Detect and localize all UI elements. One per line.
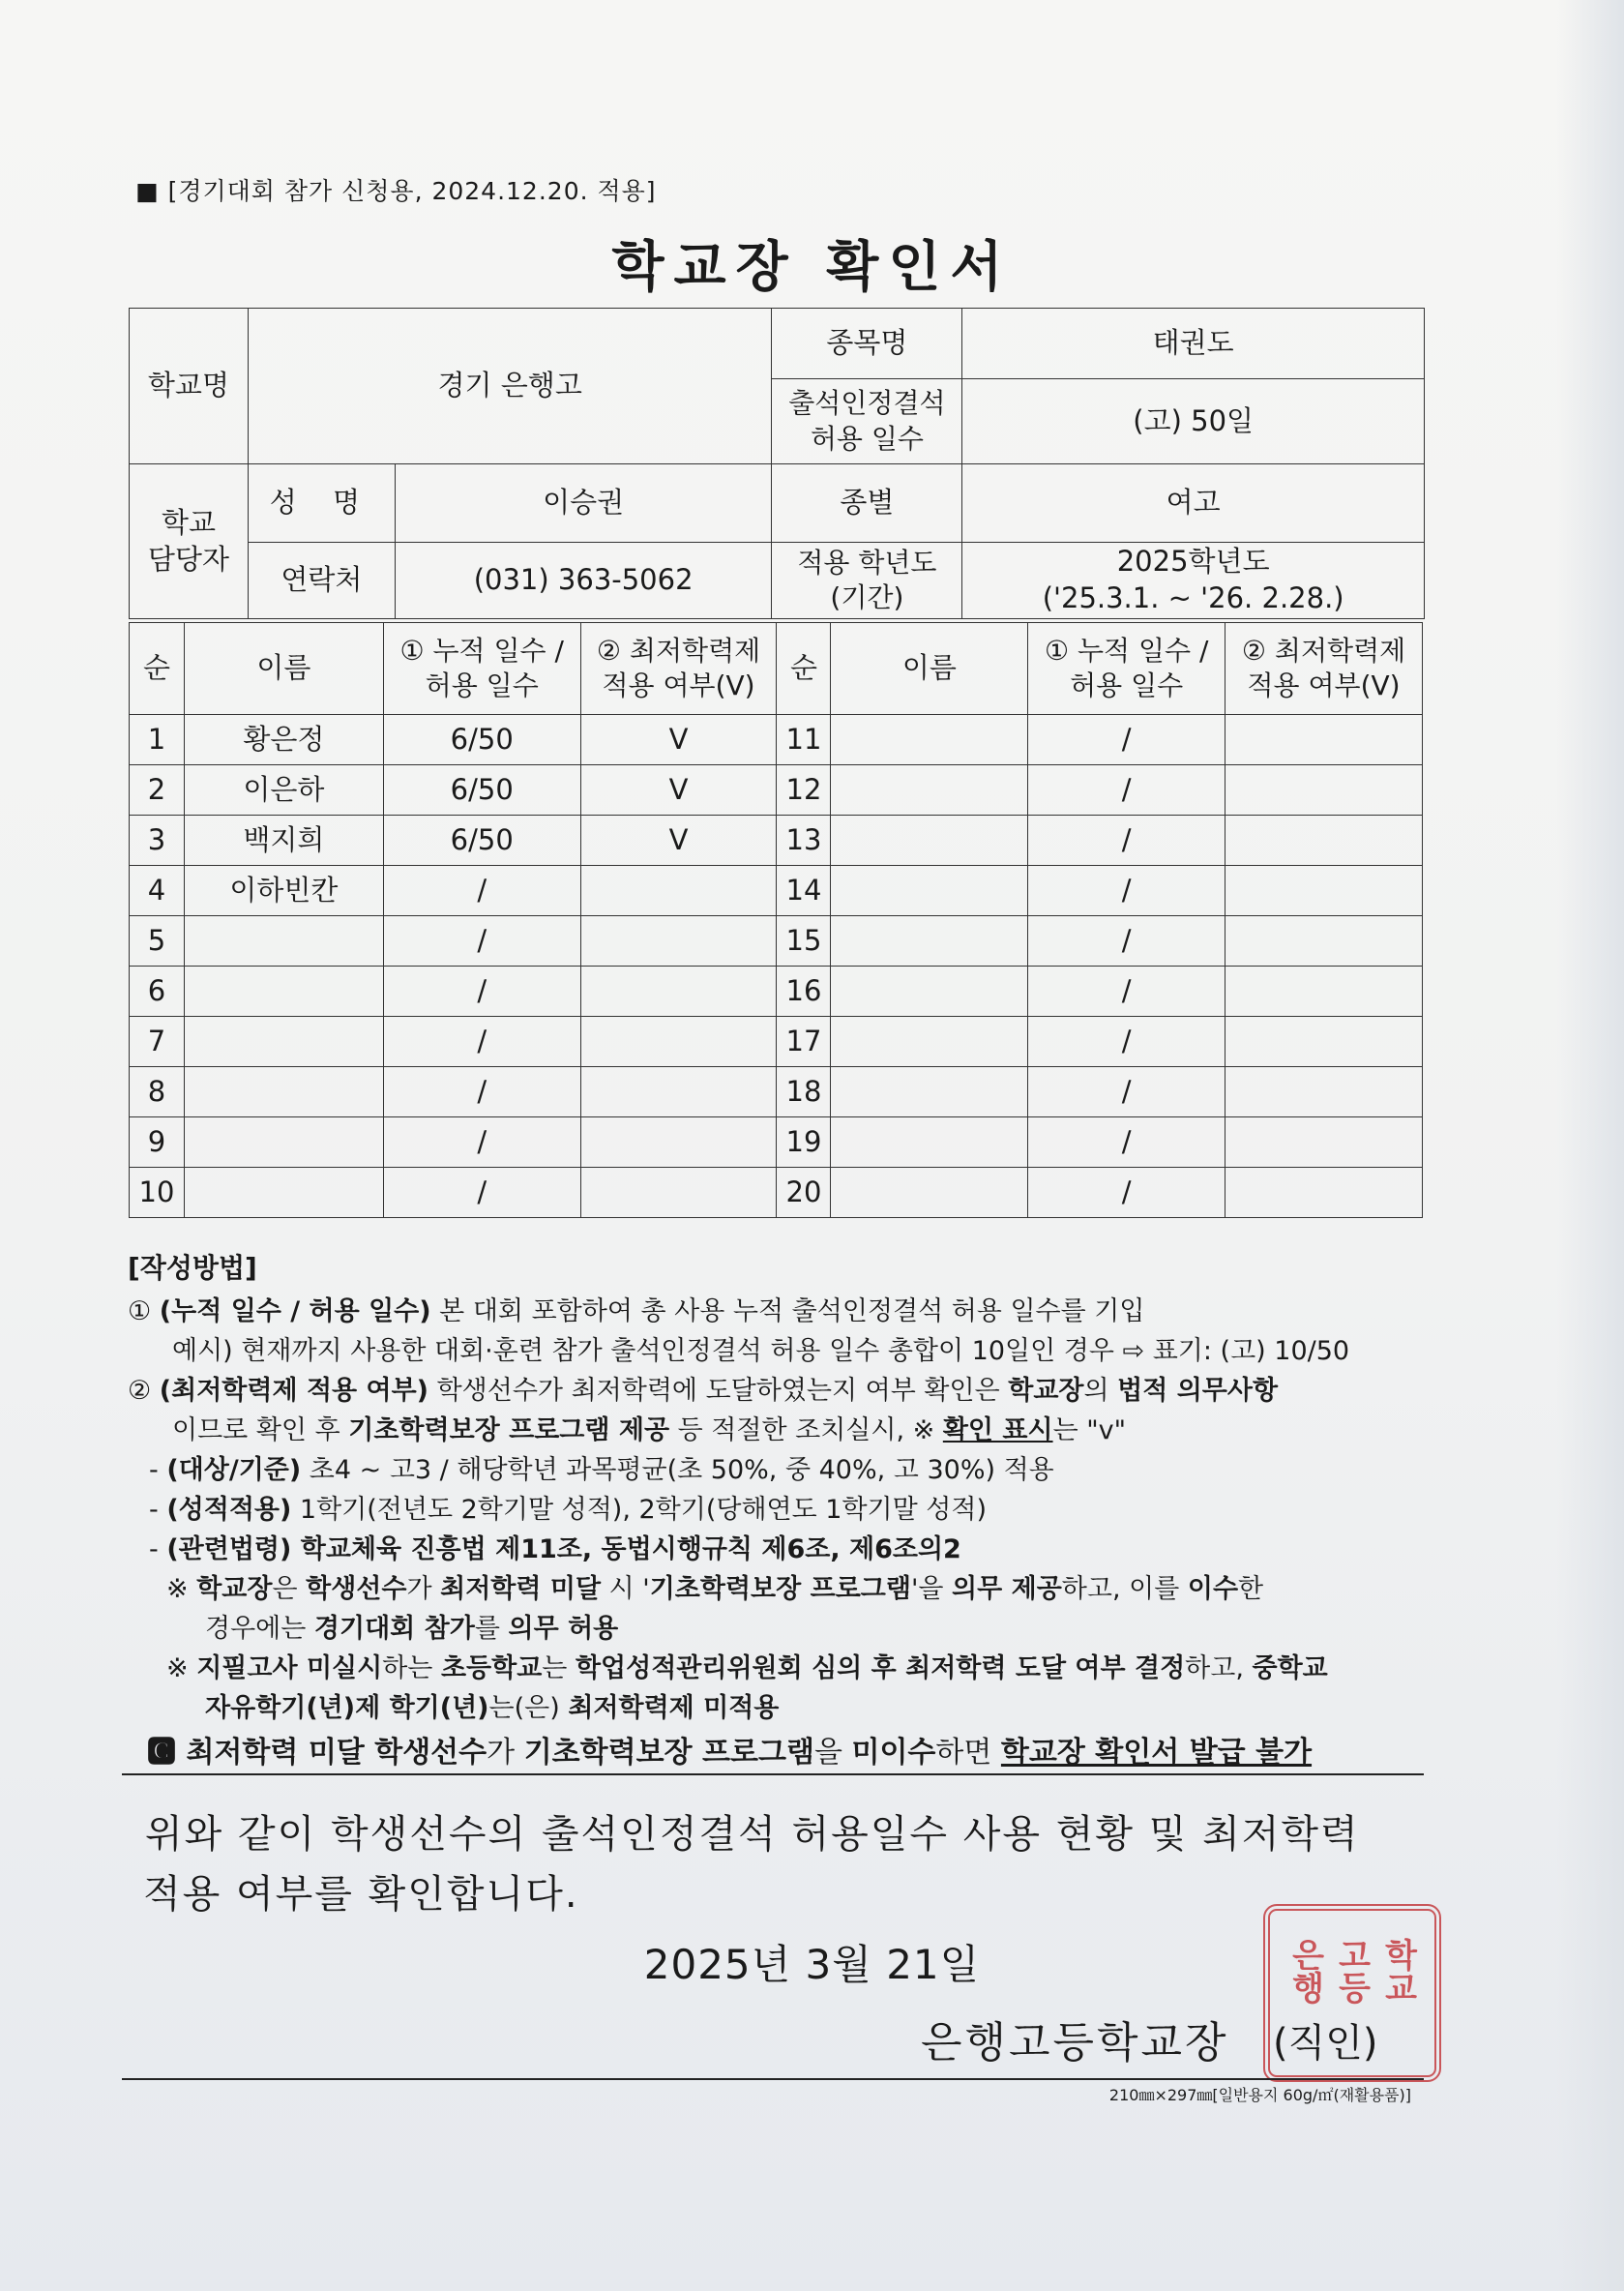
text: (관련법령) 학교체육 진흥법 제11조, 동법시행규칙 제6조, 제6조의2 bbox=[166, 1534, 961, 1564]
row-name bbox=[184, 967, 383, 1017]
row-days: / bbox=[1028, 916, 1225, 967]
text: 등 적절한 조치실시, ※ bbox=[669, 1415, 943, 1445]
header-days-2 bbox=[1028, 623, 1225, 715]
row-check: V bbox=[580, 816, 777, 866]
text: 이므로 확인 후 bbox=[172, 1415, 349, 1445]
table-row bbox=[130, 715, 1423, 765]
header-min-2 bbox=[1225, 623, 1423, 715]
text: 학업성적관리위원회 심의 후 최저학력 도달 여부 결정 bbox=[575, 1653, 1186, 1683]
row-days: / bbox=[1028, 866, 1225, 916]
year-label bbox=[772, 543, 962, 619]
text: 지필고사 미실시 bbox=[196, 1653, 383, 1683]
year-value-line2: ('25.3.1. ~ '26. 2.28.) bbox=[1042, 581, 1344, 614]
text: 학교장 확인서 발급 불가 bbox=[1000, 1736, 1313, 1770]
header-days-2-line2: 허용 일수 bbox=[1070, 669, 1184, 701]
row-name bbox=[184, 1117, 383, 1168]
row-name bbox=[184, 916, 383, 967]
school-name-value: 경기 은행고 bbox=[248, 309, 772, 464]
row-check bbox=[1225, 765, 1423, 816]
row-no: 5 bbox=[130, 916, 185, 967]
info-table bbox=[129, 308, 1425, 619]
row-name bbox=[831, 1017, 1028, 1067]
school-name-label: 학교명 bbox=[130, 309, 249, 464]
row-check bbox=[1225, 816, 1423, 866]
header-no: 순 bbox=[130, 623, 185, 715]
table-row bbox=[130, 765, 1423, 816]
row-days: 6/50 bbox=[383, 816, 580, 866]
header-name-2: 이름 bbox=[831, 623, 1028, 715]
principal-title: 은행고등학교장 bbox=[921, 2018, 1229, 2068]
text: 이수 bbox=[1187, 1574, 1239, 1604]
text: 초4 ~ 고3 / 해당학년 과목평균(초 50%, 중 40%, 고 30%) 적용 bbox=[301, 1455, 1054, 1485]
divider bbox=[122, 1773, 1424, 1775]
instruction-line-6 bbox=[128, 1490, 1424, 1530]
row-days: / bbox=[1028, 1117, 1225, 1168]
text: 의 bbox=[1083, 1376, 1118, 1406]
row-name bbox=[831, 715, 1028, 765]
row-days: / bbox=[383, 1117, 580, 1168]
text: 학생선수 bbox=[306, 1574, 407, 1604]
text: 자유학기(년)제 학기(년) bbox=[205, 1693, 489, 1723]
row-no: 6 bbox=[130, 967, 185, 1017]
row-check bbox=[1225, 1117, 1423, 1168]
row-check bbox=[580, 916, 777, 967]
allowed-days-value: (고) 50일 bbox=[962, 379, 1425, 464]
header-min-2-line2: 적용 여부(V) bbox=[1247, 669, 1401, 701]
row-name bbox=[831, 1117, 1028, 1168]
text: (최저학력제 적용 여부) bbox=[159, 1376, 429, 1406]
allowed-days-label-line2: 허용 일수 bbox=[810, 422, 924, 455]
table-row bbox=[130, 967, 1423, 1017]
row-name bbox=[831, 916, 1028, 967]
table-row bbox=[130, 916, 1423, 967]
header-min-line1: ② 최저학력제 bbox=[596, 634, 761, 667]
text: 시 ' bbox=[601, 1574, 650, 1604]
row-no: 1 bbox=[130, 715, 185, 765]
notice-icon: 🅲 bbox=[147, 1736, 187, 1770]
row-check bbox=[1225, 866, 1423, 916]
text: (누적 일수 / 허용 일수) bbox=[159, 1296, 431, 1326]
header-days-2-line1: ① 누적 일수 / bbox=[1044, 634, 1209, 667]
confirmation-line-1: 위와 같이 학생선수의 출석인정결석 허용일수 사용 현황 및 최저학력 bbox=[145, 1812, 1360, 1857]
instruction-line-4 bbox=[128, 1411, 1424, 1450]
text: 하면 bbox=[935, 1736, 1001, 1770]
table-row bbox=[130, 816, 1423, 866]
table-row bbox=[130, 1168, 1423, 1218]
text: - bbox=[149, 1534, 167, 1564]
text: 하고, 이를 bbox=[1061, 1574, 1188, 1604]
row-name bbox=[184, 1067, 383, 1117]
year-value-line1: 2025학년도 bbox=[1116, 545, 1270, 579]
text: 초등학교 bbox=[440, 1653, 543, 1683]
row-days: 6/50 bbox=[383, 765, 580, 816]
text: 하는 bbox=[382, 1653, 441, 1683]
row-name bbox=[184, 1017, 383, 1067]
text: 가 bbox=[487, 1736, 524, 1770]
row-name bbox=[184, 1168, 383, 1218]
instruction-line-2: 예시) 현재까지 사용한 대회·훈련 참가 출석인정결석 허용 일수 총합이 10일인 경우 ⇨ 표기: (고) 10/50 bbox=[172, 1336, 1350, 1366]
text: ② bbox=[128, 1376, 160, 1406]
text: 를 bbox=[474, 1614, 509, 1644]
staff-label bbox=[130, 464, 249, 619]
row-no: 12 bbox=[777, 765, 831, 816]
contact-label: 연락처 bbox=[248, 543, 395, 619]
name-label: 성 명 bbox=[248, 464, 395, 543]
year-label-line2: (기간) bbox=[830, 581, 904, 613]
row-no: 19 bbox=[777, 1117, 831, 1168]
staff-label-line2: 담당자 bbox=[147, 542, 229, 576]
row-no: 17 bbox=[777, 1017, 831, 1067]
row-check bbox=[580, 967, 777, 1017]
row-no: 2 bbox=[130, 765, 185, 816]
text: 확인 표시 bbox=[942, 1415, 1053, 1445]
allowed-days-label bbox=[772, 379, 962, 464]
text: 한 bbox=[1238, 1574, 1264, 1604]
row-no: 16 bbox=[777, 967, 831, 1017]
event-label: 종목명 bbox=[772, 309, 962, 379]
row-no: 4 bbox=[130, 866, 185, 916]
row-days: / bbox=[1028, 715, 1225, 765]
row-check bbox=[1225, 916, 1423, 967]
instruction-line-11 bbox=[128, 1688, 1424, 1728]
text: 가 bbox=[406, 1574, 441, 1604]
row-days: / bbox=[1028, 1168, 1225, 1218]
text: - bbox=[149, 1495, 167, 1525]
header-min-2-line1: ② 최저학력제 bbox=[1241, 634, 1406, 667]
year-label-line1: 적용 학년도 bbox=[797, 546, 937, 579]
row-check bbox=[1225, 1067, 1423, 1117]
row-no: 7 bbox=[130, 1017, 185, 1067]
divider-bottom bbox=[122, 2078, 1424, 2080]
row-name bbox=[831, 816, 1028, 866]
type-label: 종별 bbox=[772, 464, 962, 543]
row-days: / bbox=[1028, 816, 1225, 866]
header-days-line2: 허용 일수 bbox=[425, 669, 539, 701]
text: 학교장 bbox=[1008, 1376, 1084, 1406]
text: 1학기(전년도 2학기말 성적), 2학기(당해연도 1학기말 성적) bbox=[291, 1495, 987, 1525]
text: 미이수 bbox=[851, 1736, 936, 1770]
row-name bbox=[831, 1067, 1028, 1117]
instruction-line-8 bbox=[128, 1569, 1424, 1609]
table-row bbox=[130, 1117, 1423, 1168]
row-check bbox=[1225, 1017, 1423, 1067]
table-row bbox=[130, 1067, 1423, 1117]
row-no: 15 bbox=[777, 916, 831, 967]
text: 기초학력보장 프로그램 bbox=[649, 1574, 911, 1604]
text: - bbox=[149, 1455, 167, 1485]
text: 기초학력보장 프로그램 bbox=[523, 1736, 814, 1770]
header-days-line1: ① 누적 일수 / bbox=[399, 634, 564, 667]
text: (성적적용) bbox=[166, 1495, 292, 1525]
instruction-line-1 bbox=[128, 1292, 1424, 1331]
row-check bbox=[1225, 1168, 1423, 1218]
header-note: ■ [경기대회 참가 신청용, 2024.12.20. 적용] bbox=[135, 177, 657, 205]
row-days: / bbox=[383, 967, 580, 1017]
row-check: V bbox=[580, 715, 777, 765]
text: 기초학력보장 프로그램 제공 bbox=[348, 1415, 670, 1445]
row-no: 18 bbox=[777, 1067, 831, 1117]
header-min-line2: 적용 여부(V) bbox=[602, 669, 755, 701]
confirmation-text bbox=[145, 1804, 1360, 1924]
row-name: 이은하 bbox=[184, 765, 383, 816]
row-check bbox=[580, 1168, 777, 1218]
row-no: 14 bbox=[777, 866, 831, 916]
paper-spec-footnote: 210㎜×297㎜[일반용지 60g/㎡(재활용품)] bbox=[1108, 2086, 1411, 2104]
text: 중학교 bbox=[1252, 1653, 1328, 1683]
text: ※ bbox=[166, 1574, 197, 1604]
text: 는 "v" bbox=[1052, 1415, 1127, 1445]
row-check bbox=[580, 1017, 777, 1067]
row-check bbox=[580, 866, 777, 916]
text: 는 bbox=[542, 1653, 576, 1683]
table-row bbox=[130, 1017, 1423, 1067]
header-min bbox=[580, 623, 777, 715]
row-name bbox=[831, 765, 1028, 816]
row-days: / bbox=[383, 1168, 580, 1218]
row-no: 11 bbox=[777, 715, 831, 765]
header-no-2: 순 bbox=[777, 623, 831, 715]
instructions bbox=[128, 1248, 1424, 1728]
text: 최저학력 미달 학생선수 bbox=[186, 1736, 487, 1770]
text: '을 bbox=[910, 1574, 953, 1604]
instruction-line-10 bbox=[128, 1649, 1424, 1688]
row-days: / bbox=[1028, 765, 1225, 816]
instruction-line-7 bbox=[128, 1530, 1424, 1569]
text: 경기대회 참가 bbox=[313, 1614, 475, 1644]
seal-label: (직인) bbox=[1273, 2021, 1378, 2066]
row-no: 13 bbox=[777, 816, 831, 866]
row-check bbox=[1225, 715, 1423, 765]
text: 의무 허용 bbox=[508, 1614, 619, 1644]
year-value bbox=[962, 543, 1425, 619]
type-value: 여고 bbox=[962, 464, 1425, 543]
row-name: 백지희 bbox=[184, 816, 383, 866]
row-check bbox=[580, 1117, 777, 1168]
text: 하고, bbox=[1185, 1653, 1253, 1683]
row-no: 9 bbox=[130, 1117, 185, 1168]
instruction-line-9 bbox=[128, 1609, 1424, 1649]
official-seal: 은행 고등 학교 bbox=[1263, 1904, 1441, 2082]
row-name: 이하빈칸 bbox=[184, 866, 383, 916]
issue-date: 2025년 3월 21일 bbox=[643, 1941, 981, 1988]
text: 최저학력제 미적용 bbox=[568, 1693, 780, 1723]
instruction-line-3 bbox=[128, 1371, 1424, 1411]
text: 학생선수가 최저학력에 도달하였는지 여부 확인은 bbox=[428, 1376, 1009, 1406]
text: 을 bbox=[813, 1736, 852, 1770]
row-days: 6/50 bbox=[383, 715, 580, 765]
row-days: / bbox=[383, 916, 580, 967]
allowed-days-label-line1: 출석인정결석 bbox=[788, 387, 946, 420]
row-check bbox=[1225, 967, 1423, 1017]
row-days: / bbox=[383, 1017, 580, 1067]
name-value: 이승권 bbox=[395, 464, 772, 543]
page-title: 학교장 확인서 bbox=[611, 236, 1013, 299]
row-no: 3 bbox=[130, 816, 185, 866]
row-days: / bbox=[1028, 1017, 1225, 1067]
text: 은 bbox=[272, 1574, 307, 1604]
text: 법적 의무사항 bbox=[1117, 1376, 1279, 1406]
text: 학교장 bbox=[196, 1574, 273, 1604]
contact-value: (031) 363-5062 bbox=[395, 543, 772, 619]
text: ① bbox=[128, 1296, 160, 1326]
header-days bbox=[383, 623, 580, 715]
text: (대상/기준) bbox=[166, 1455, 302, 1485]
table-row bbox=[130, 866, 1423, 916]
confirmation-line-2: 적용 여부를 확인합니다. bbox=[143, 1872, 579, 1917]
row-name: 황은정 bbox=[184, 715, 383, 765]
student-table bbox=[129, 622, 1423, 1218]
event-value: 태권도 bbox=[962, 309, 1425, 379]
row-no: 20 bbox=[777, 1168, 831, 1218]
row-no: 10 bbox=[130, 1168, 185, 1218]
row-days: / bbox=[383, 1067, 580, 1117]
row-no: 8 bbox=[130, 1067, 185, 1117]
notice-line bbox=[147, 1728, 1312, 1770]
row-days: / bbox=[383, 866, 580, 916]
instructions-heading: [작성방법] bbox=[128, 1252, 257, 1284]
row-name bbox=[831, 1168, 1028, 1218]
row-check bbox=[580, 1067, 777, 1117]
row-days: / bbox=[1028, 1067, 1225, 1117]
text: 의무 제공 bbox=[952, 1574, 1062, 1604]
text: 는(은) bbox=[488, 1693, 569, 1723]
text: 최저학력 미달 bbox=[440, 1574, 602, 1604]
text: 경우에는 bbox=[205, 1614, 314, 1644]
header-name: 이름 bbox=[184, 623, 383, 715]
row-name bbox=[831, 866, 1028, 916]
text: 본 대회 포함하여 총 사용 누적 출석인정결석 허용 일수를 기입 bbox=[430, 1296, 1145, 1326]
text: ※ bbox=[166, 1653, 197, 1683]
row-days: / bbox=[1028, 967, 1225, 1017]
row-check: V bbox=[580, 765, 777, 816]
staff-label-line1: 학교 bbox=[161, 505, 216, 539]
instruction-line-5 bbox=[128, 1450, 1424, 1490]
row-name bbox=[831, 967, 1028, 1017]
